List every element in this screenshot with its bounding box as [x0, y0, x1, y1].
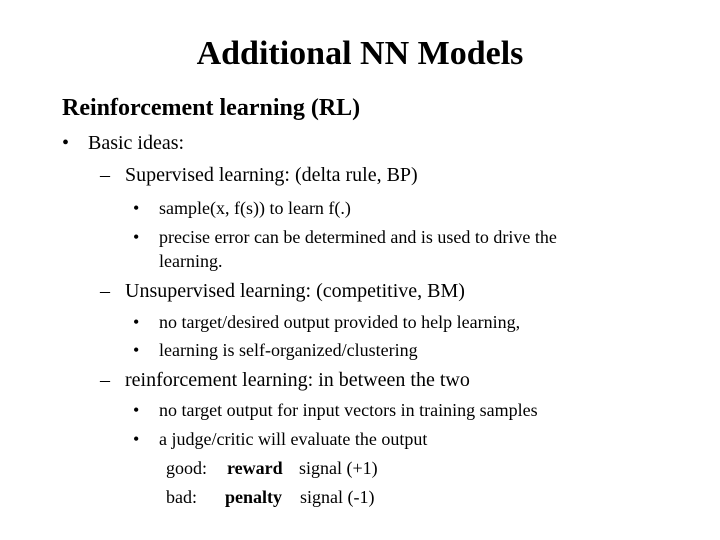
bullet-marker: • [133, 340, 140, 360]
bullet-marker: • [133, 198, 140, 218]
bullet-marker: • [133, 429, 140, 449]
item-text: learning is self-organized/clustering [159, 340, 418, 360]
good-bold-term: reward [227, 458, 283, 478]
item-text: no target output for input vectors in training samples [159, 400, 538, 420]
good-rest: signal (+1) [299, 458, 378, 478]
bullet-text: Basic ideas: [88, 132, 185, 154]
section-heading: Reinforcement learning (RL) [62, 95, 361, 121]
item-text: no target/desired output provided to help learning, [159, 312, 521, 332]
slide-title: Additional NN Models [196, 35, 524, 72]
bad-line [166, 485, 375, 509]
bad-rest: signal (-1) [300, 487, 375, 507]
dash-text: Supervised learning: (delta rule, BP) [125, 164, 418, 186]
bad-label: bad: [166, 487, 197, 507]
bad-bold-term: penalty [225, 487, 283, 507]
dash-marker: – [100, 280, 110, 302]
dash-text: Unsupervised learning: (competitive, BM) [125, 280, 465, 302]
bullet-marker: • [133, 400, 140, 420]
good-label: good: [166, 458, 208, 478]
item-text-line1: precise error can be determined and is used to drive the [159, 227, 557, 247]
bullet-marker: • [62, 132, 70, 154]
bullet-marker: • [133, 227, 140, 247]
good-line [166, 456, 378, 480]
sup-item-2-continuation: learning. [159, 251, 223, 271]
dash-marker: – [100, 164, 110, 186]
item-text: a judge/critic will evaluate the output [159, 429, 428, 449]
dash-marker: – [100, 369, 110, 391]
bullet-marker: • [133, 312, 140, 332]
dash-text: reinforcement learning: in between the two [125, 369, 470, 391]
item-text: sample(x, f(s)) to learn f(.) [159, 198, 351, 218]
